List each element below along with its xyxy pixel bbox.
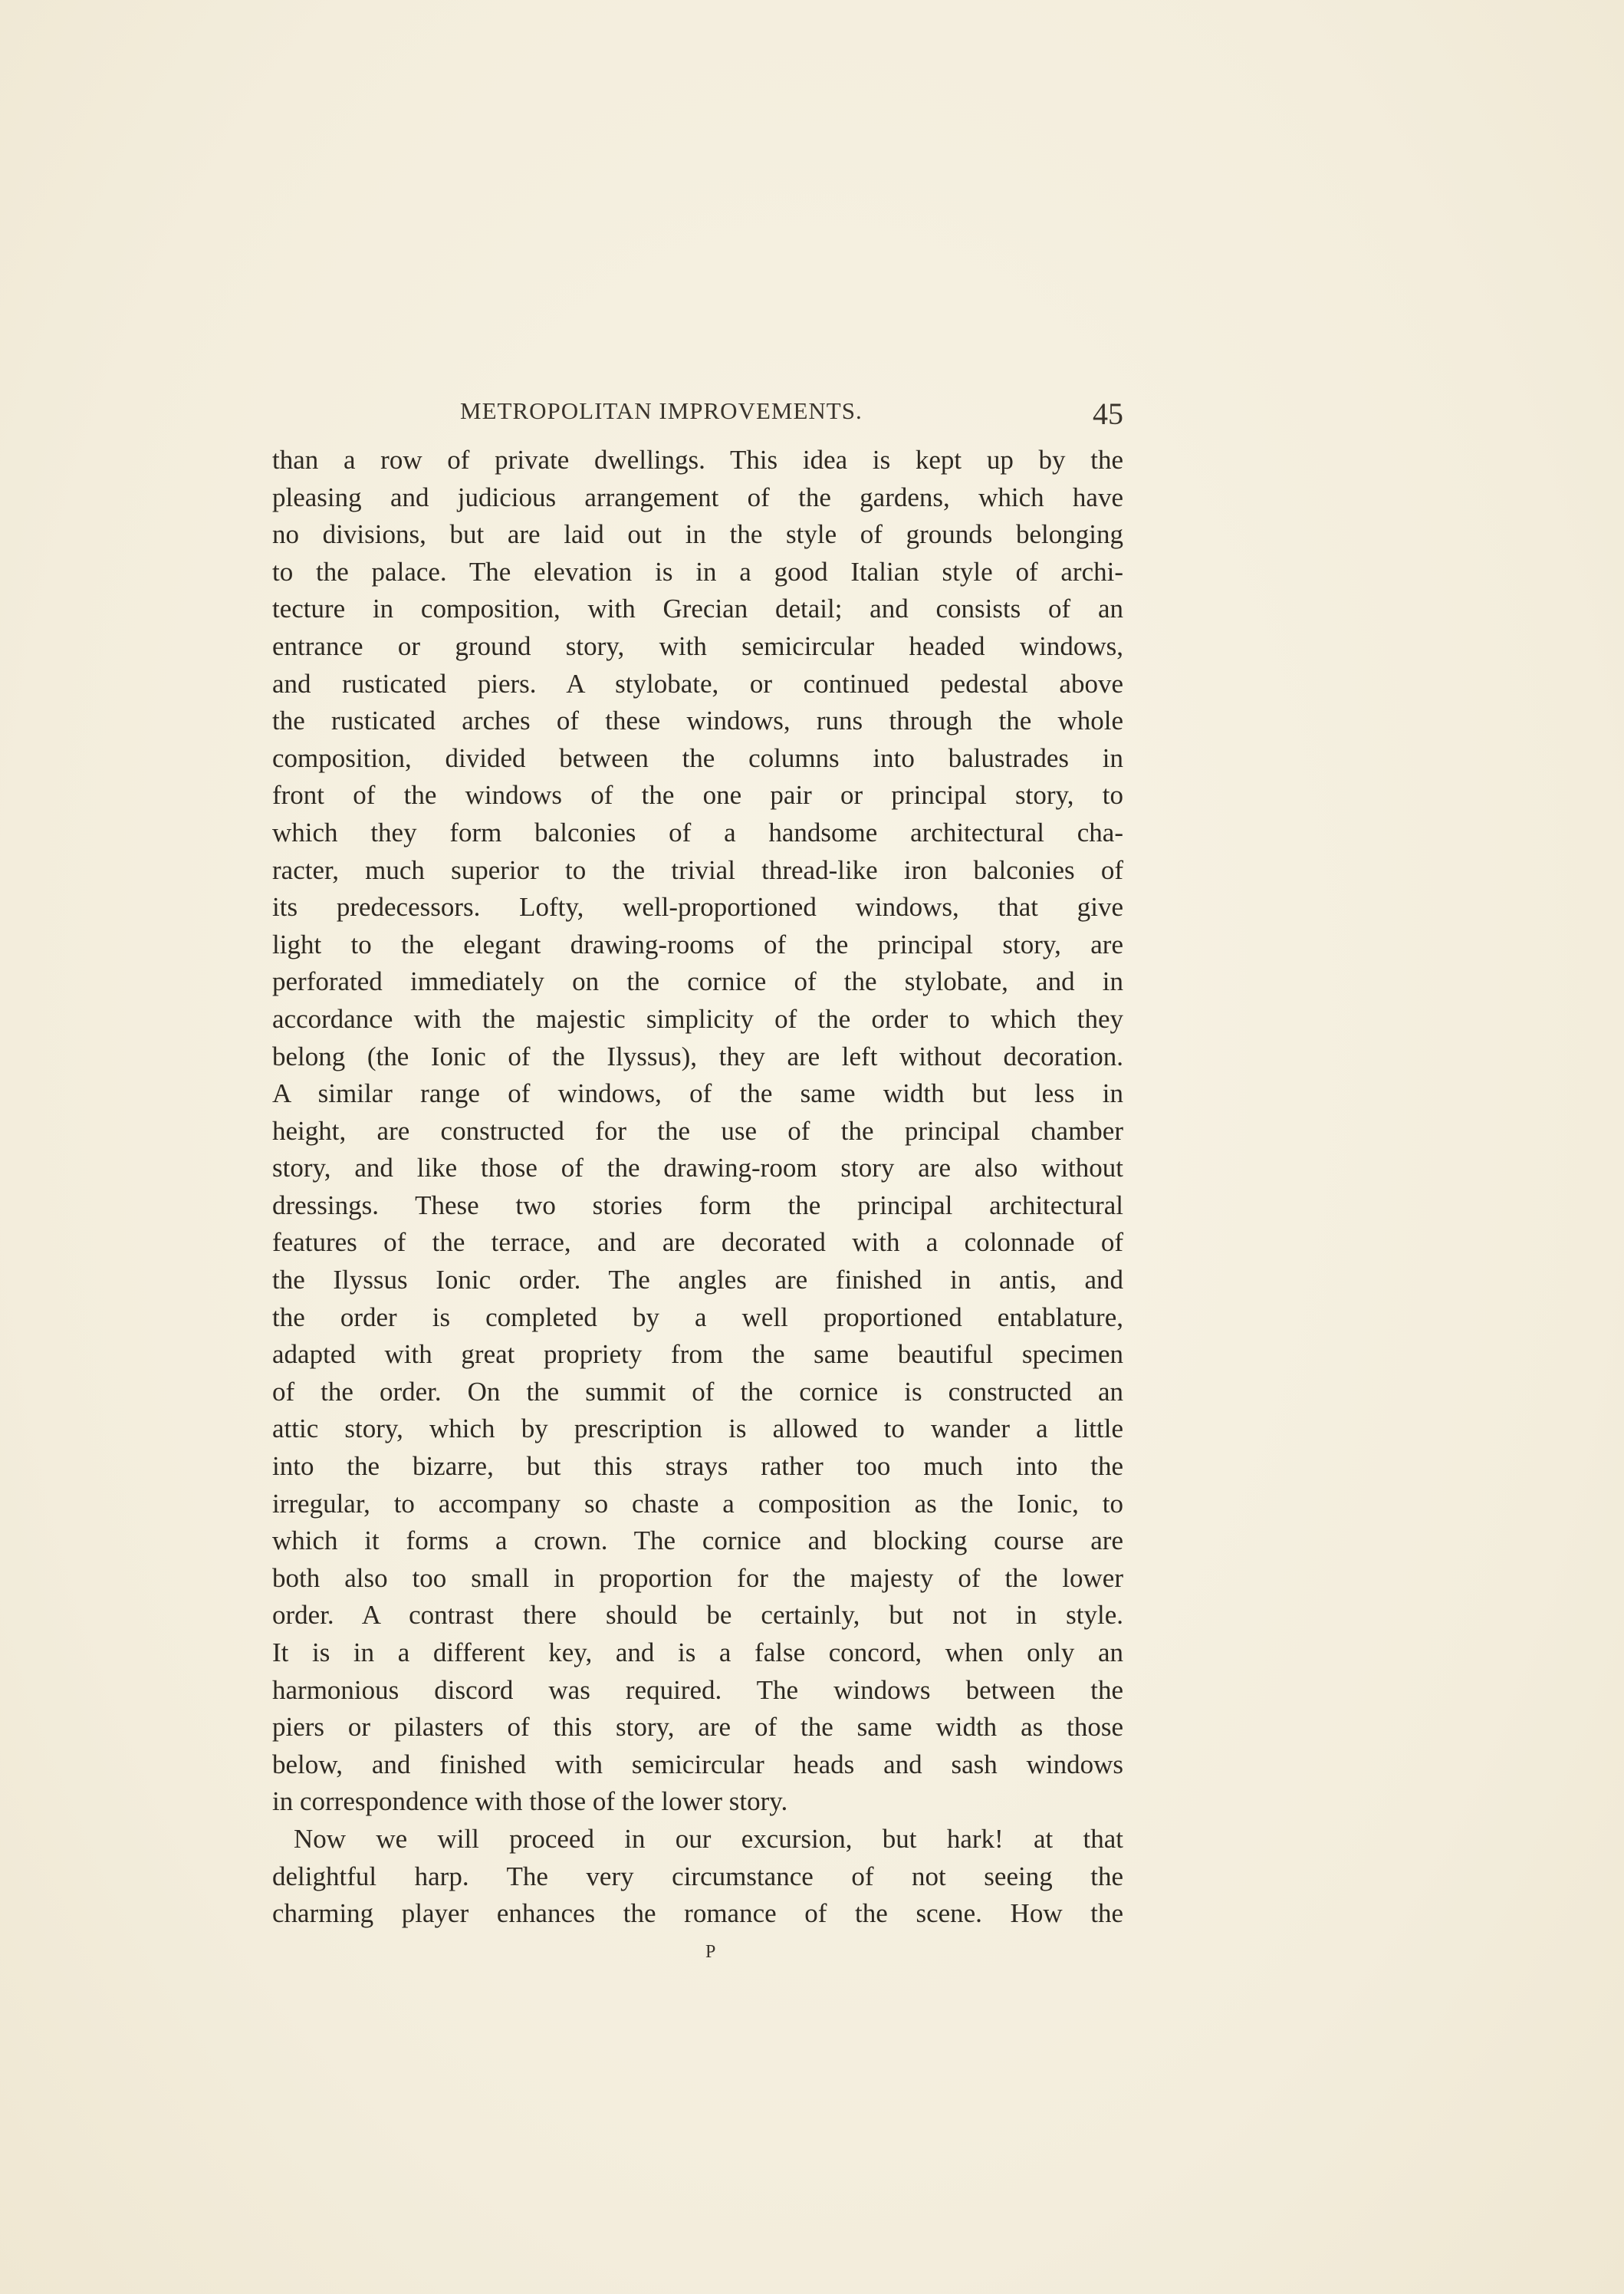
text-line: irregular, to accompany so chaste a composition as the Ionic, to xyxy=(272,1488,1123,1519)
text-line: its predecessors. Lofty, well-proportioned windows, that give xyxy=(272,892,1123,923)
paragraph-end-line: in correspondence with those of the lower story. xyxy=(272,1786,788,1817)
text-line: story, and like those of the drawing-room story are also without xyxy=(272,1153,1123,1183)
text-line: of the order. On the summit of the cornice is constructed an xyxy=(272,1376,1123,1407)
text-line: A similar range of windows, of the same width but less in xyxy=(272,1078,1123,1109)
text-line: composition, divided between the columns into balustrades in xyxy=(272,742,1123,773)
signature-mark: P xyxy=(705,1942,716,1962)
text-line: and rusticated piers. A stylobate, or continued pedestal above xyxy=(272,668,1123,699)
text-line: delightful harp. The very circumstance of not seeing the xyxy=(272,1861,1123,1891)
text-line: the Ilyssus Ionic order. The angles are finished in antis, and xyxy=(272,1265,1123,1295)
body-text xyxy=(272,442,1123,1933)
text-line: It is in a different key, and is a false concord, when only an xyxy=(272,1637,1123,1667)
text-line: pleasing and judicious arrangement of the gardens, which have xyxy=(272,482,1123,512)
text-line: front of the windows of the one pair or principal story, to xyxy=(272,780,1123,811)
text-line: the order is completed by a well proportioned entablature, xyxy=(272,1302,1123,1332)
text-line: harmonious discord was required. The windows between the xyxy=(272,1674,1123,1705)
text-line: charming player enhances the romance of the scene. How the xyxy=(272,1898,1123,1929)
text-line: both also too small in proportion for the majesty of the lower xyxy=(272,1562,1123,1593)
text-line: perforated immediately on the cornice of the stylobate, and in xyxy=(272,966,1123,997)
text-line: which they form balconies of a handsome architectural cha- xyxy=(272,817,1123,847)
text-line: no divisions, but are laid out in the style of grounds belonging xyxy=(272,519,1123,550)
text-line: which it forms a crown. The cornice and blocking course are xyxy=(272,1525,1123,1556)
text-line: belong (the Ionic of the Ilyssus), they are left without decoration. xyxy=(272,1041,1123,1071)
page-number: 45 xyxy=(1093,397,1123,431)
running-head-title: METROPOLITAN IMPROVEMENTS. xyxy=(460,397,863,424)
text-line: height, are constructed for the use of the principal chamber xyxy=(272,1115,1123,1146)
text-line: piers or pilasters of this story, are of the same width as those xyxy=(272,1712,1123,1743)
text-line: racter, much superior to the trivial thread-like iron balconies of xyxy=(272,854,1123,885)
text-line: dressings. These two stories form the principal architectural xyxy=(272,1190,1123,1220)
running-head xyxy=(272,397,1123,436)
text-line: than a row of private dwellings. This idea is kept up by the xyxy=(272,445,1123,475)
text-line: order. A contrast there should be certainly, but not in style. xyxy=(272,1600,1123,1631)
text-line: entrance or ground story, with semicircular headed windows, xyxy=(272,630,1123,661)
text-line: adapted with great propriety from the same beautiful specimen xyxy=(272,1339,1123,1370)
text-line: to the palace. The elevation is in a good Italian style of archi- xyxy=(272,556,1123,587)
text-line: the rusticated arches of these windows, runs through the whole xyxy=(272,706,1123,736)
text-line: attic story, which by prescription is allowed to wander a little xyxy=(272,1414,1123,1444)
text-line: into the bizarre, but this strays rather too much into the xyxy=(272,1451,1123,1482)
text-line: features of the terrace, and are decorated with a colonnade of xyxy=(272,1227,1123,1258)
text-line: below, and finished with semicircular heads and sash windows xyxy=(272,1749,1123,1779)
text-line: tecture in composition, with Grecian detail; and consists of an xyxy=(272,594,1123,624)
paragraph-start-line: Now we will proceed in our excursion, but hark! at that xyxy=(294,1823,1123,1854)
text-line: accordance with the majestic simplicity of the order to which they xyxy=(272,1003,1123,1034)
text-line: light to the elegant drawing-rooms of the principal story, are xyxy=(272,929,1123,959)
